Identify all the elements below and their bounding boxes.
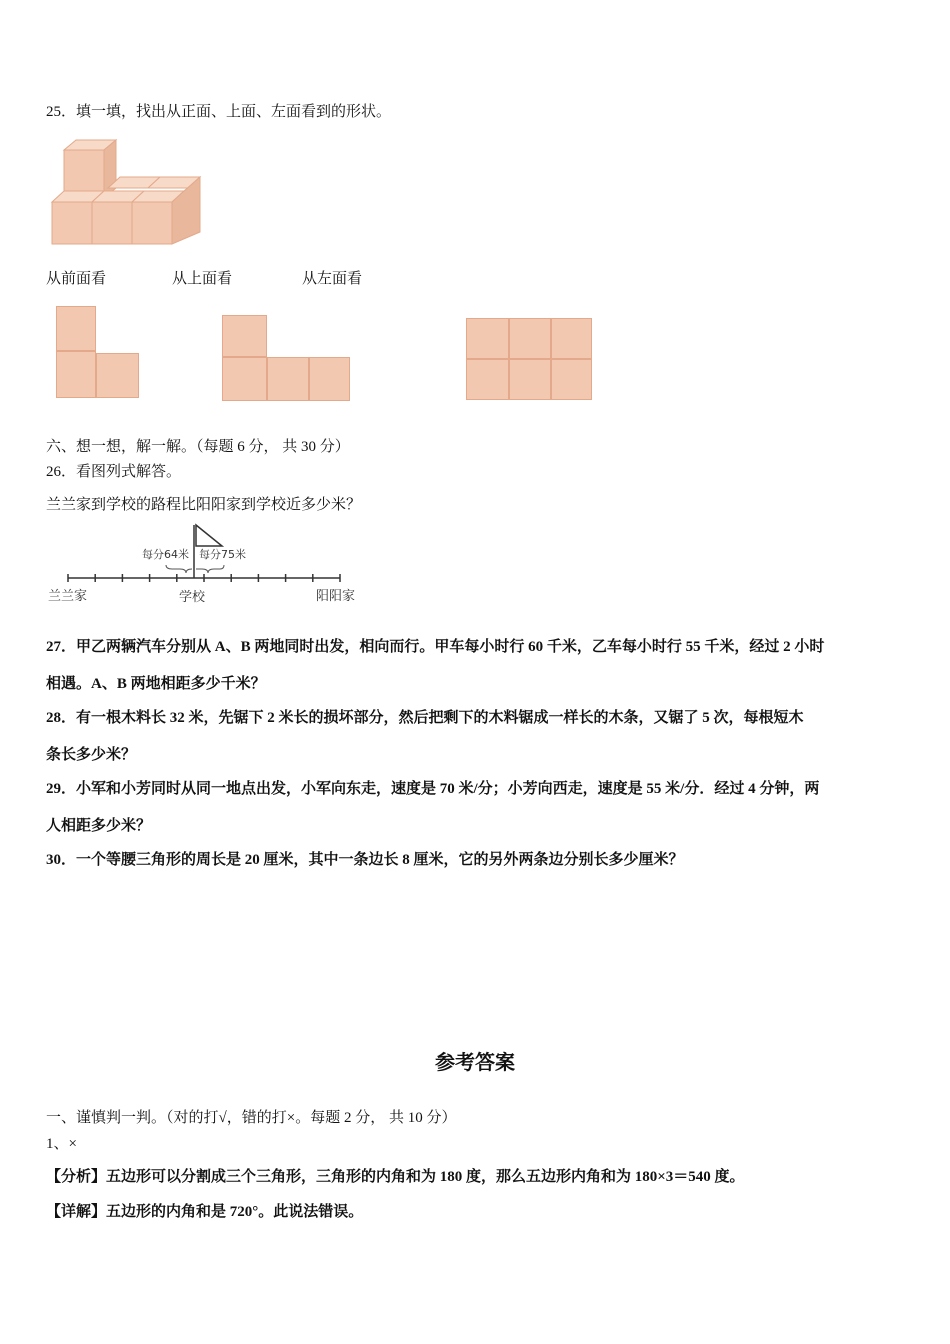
right-brace	[196, 565, 224, 573]
view-square	[56, 351, 96, 398]
view-square	[551, 359, 592, 400]
cube-stack-figure	[50, 136, 205, 248]
left-place-label: 兰兰家	[48, 589, 88, 604]
section6-heading: 六、想一想，解一解。（每题 6 分， 共 30 分）	[46, 439, 350, 455]
q28-line2: 条长多少米？	[46, 747, 137, 763]
answers-detail: 【详解】五边形的内角和是 720°。此说法错误。	[46, 1204, 364, 1220]
flag-icon	[196, 525, 222, 546]
view-square	[96, 353, 139, 398]
view-square	[509, 359, 551, 400]
right-place-label: 阳阳家	[316, 589, 356, 604]
top-view-label: 从上面看	[172, 271, 233, 287]
view-square	[551, 318, 592, 359]
cube-front-face	[52, 202, 92, 244]
view-square	[267, 357, 309, 401]
q27-line2: 相遇。A、B 两地相距多少千米？	[46, 676, 266, 692]
left-view-label: 从左面看	[302, 271, 363, 287]
cube-front-face	[132, 202, 172, 244]
view-square	[466, 359, 509, 400]
q29-line2: 人相距多少米？	[46, 818, 152, 834]
front-view-label: 从前面看	[46, 271, 107, 287]
q25-text: 25．填一填，找出从正面、上面、左面看到的形状。	[46, 104, 392, 120]
right-speed-label: 每分75米	[199, 548, 246, 561]
view-square	[466, 318, 509, 359]
top-view-shape	[222, 315, 352, 403]
view-square	[222, 315, 267, 357]
answers-title: 参考答案	[435, 1052, 515, 1074]
q30-text: 30．一个等腰三角形的周长是 20 厘米，其中一条边长 8 厘米，它的另外两条边分别长多少厘米？	[46, 852, 684, 868]
left-view-shape	[466, 318, 594, 402]
left-speed-label: 每分64米	[142, 548, 189, 561]
q26-text: 26．看图列式解答。	[46, 464, 182, 480]
view-square	[56, 306, 96, 351]
view-square	[509, 318, 551, 359]
cube-front-face	[92, 202, 132, 244]
q29-line1: 29．小军和小芳同时从同一地点出发，小军向东走，速度是 70 米/分；小芳向西走，速度是 55 米/分．经过 4 分钟，两	[46, 781, 820, 797]
cube-side-face	[104, 140, 116, 198]
left-brace	[166, 565, 192, 573]
middle-place-label: 学校	[179, 590, 206, 605]
distance-diagram	[44, 522, 374, 608]
q28-line1: 28．有一根木料长 32 米，先锯下 2 米长的损坏部分，然后把剩下的木料锯成一样长的木条，又锯了 5 次，每根短木	[46, 710, 804, 726]
answers-section1: 一、谨慎判一判。（对的打√，错的打×。每题 2 分， 共 10 分）	[46, 1110, 457, 1126]
view-square	[309, 357, 350, 401]
q27-line1: 27．甲乙两辆汽车分别从 A、B 两地同时出发，相向而行。甲车每小时行 60 千米，乙车每小时行 55 千米，经过 2 小时	[46, 639, 825, 655]
q26-question: 兰兰家到学校的路程比阳阳家到学校近多少米？	[46, 497, 362, 513]
front-view-shape	[56, 306, 142, 400]
view-square	[222, 357, 267, 401]
answers-analysis: 【分析】五边形可以分割成三个三角形，三角形的内角和为 180 度，那么五边形内角和为 180×3＝540 度。	[46, 1169, 745, 1185]
answers-item1: 1、×	[46, 1136, 77, 1152]
